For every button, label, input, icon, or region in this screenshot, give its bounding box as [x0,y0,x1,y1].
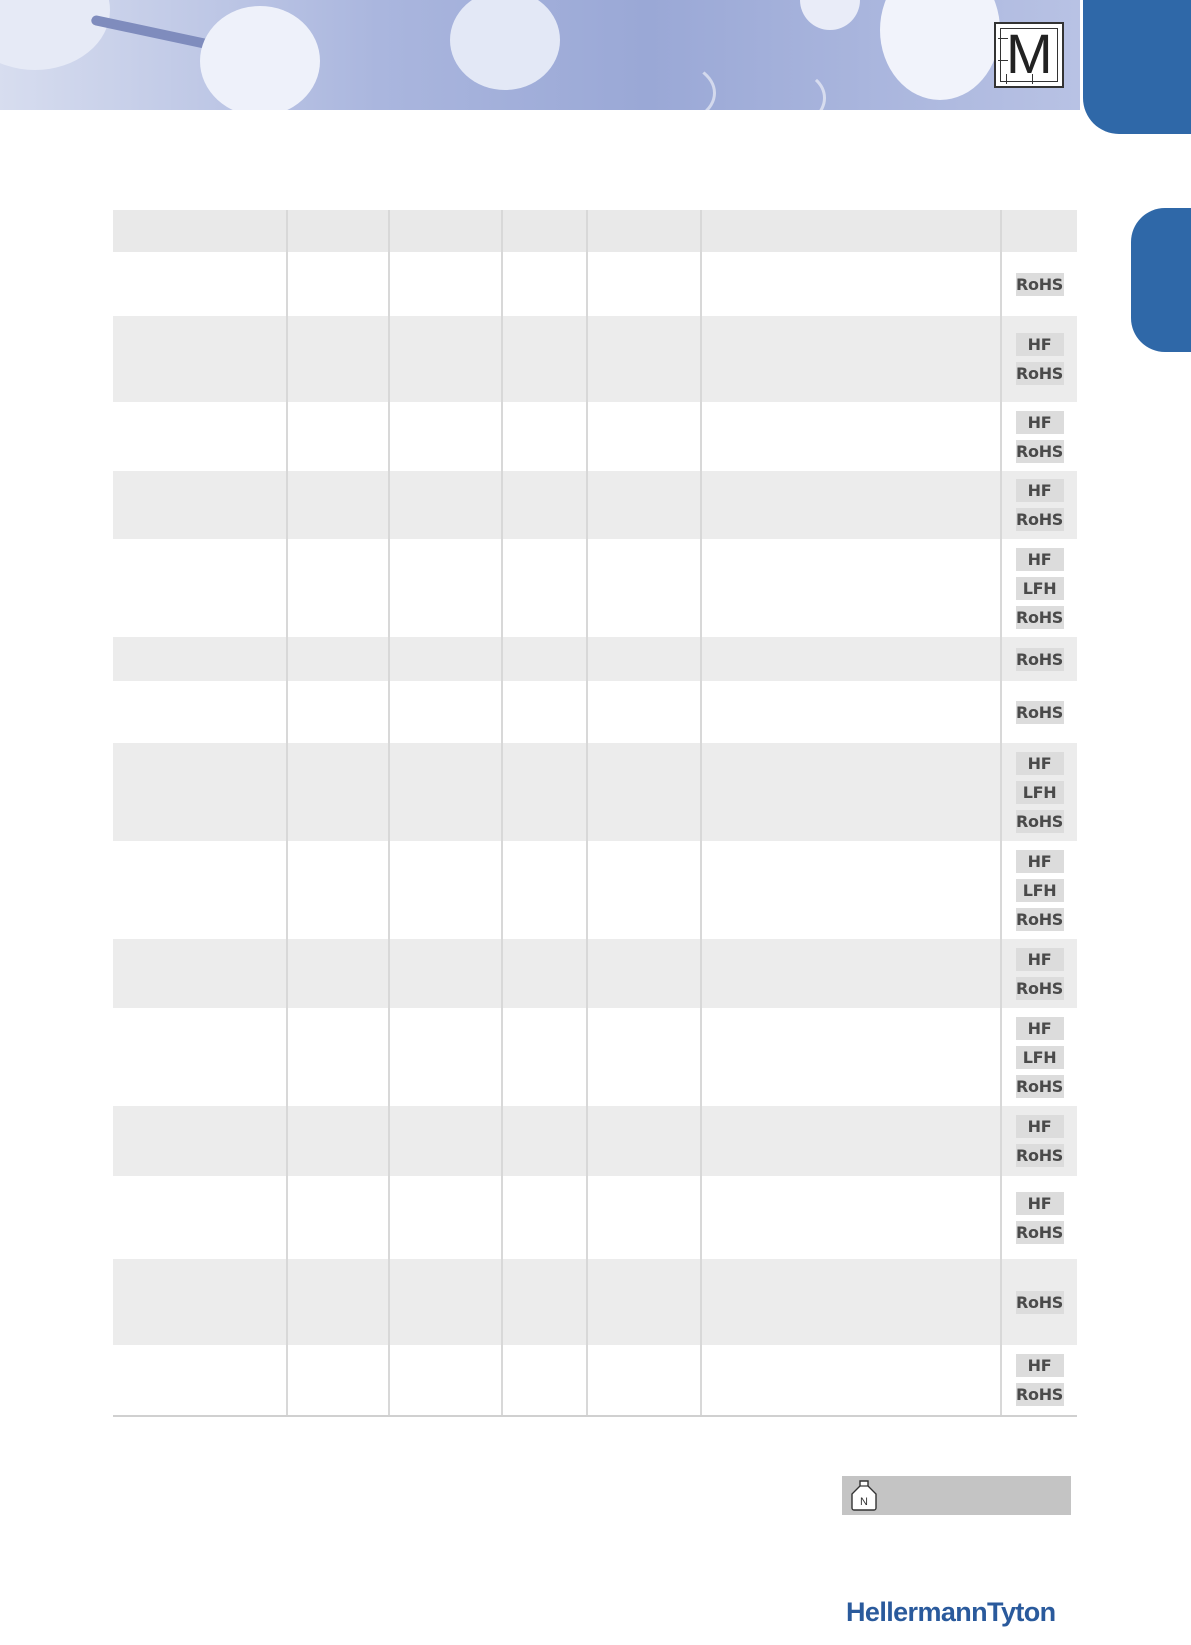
table-cell [390,1106,503,1176]
table-cell [702,539,1002,637]
table-cell [113,939,288,1008]
table-cell [288,1345,390,1415]
table-cell [390,939,503,1008]
table-cell [288,1259,390,1345]
table-cell [702,1176,1002,1259]
compliance-cell [1002,1176,1077,1259]
table-cell [588,1106,702,1176]
table-cell [503,1106,588,1176]
rohs-badge: RoHS [1015,274,1064,294]
table-cell [113,471,288,539]
table-cell [588,939,702,1008]
table-body [113,252,1077,1415]
table-cell [113,1106,288,1176]
table-cell [702,1259,1002,1345]
table-cell [702,1008,1002,1106]
table-row [113,939,1077,1008]
table-row [113,1008,1077,1106]
table-cell [702,841,1002,939]
compliance-cell [1002,841,1077,939]
rohs-badge: RoHS [1015,702,1064,722]
table-cell [503,637,588,681]
hf-badge: HF [1016,479,1064,502]
compliance-cell [1002,1106,1077,1176]
table-cell [390,1345,503,1415]
lfh-badge: LFH [1016,1046,1064,1069]
table-cell [588,841,702,939]
table-cell [588,637,702,681]
banner-sphere [200,6,320,110]
rohs-badge: RoHS [1015,649,1064,669]
table-cell [288,252,390,316]
hf-badge: HF [1016,1192,1064,1215]
table-header-row [113,210,1077,252]
table-cell [390,539,503,637]
table-cell [503,252,588,316]
banner-curve [760,70,826,110]
table-cell [113,316,288,402]
rohs-badge: RoHS [1015,441,1064,461]
table-cell [390,637,503,681]
banner-sphere [800,0,860,30]
table-row [113,841,1077,939]
table-cell [288,939,390,1008]
table-cell [113,743,288,841]
compliance-cell [1002,1259,1077,1345]
table-cell [390,841,503,939]
table-cell [113,539,288,637]
table-cell [702,1345,1002,1415]
compliance-cell [1002,743,1077,841]
banner-sphere [880,0,1000,100]
table-cell [390,316,503,402]
compliance-cell [1002,539,1077,637]
table-cell [702,939,1002,1008]
compliance-cell [1002,1345,1077,1415]
hf-badge: HF [1016,548,1064,571]
table-row [113,637,1077,681]
table-cell [288,471,390,539]
svg-text:N: N [860,1496,868,1508]
compliance-cell [1002,681,1077,743]
table-cell [702,681,1002,743]
header-cell [588,210,702,252]
rohs-badge: RoHS [1015,607,1064,627]
compliance-cell [1002,252,1077,316]
table-cell [288,1106,390,1176]
table-cell [390,681,503,743]
table-bottom-rule [113,1415,1077,1417]
table-cell [503,743,588,841]
rohs-badge: RoHS [1015,1076,1064,1096]
table-cell [390,1259,503,1345]
hf-badge: HF [1016,1017,1064,1040]
table-row [113,316,1077,402]
rohs-badge: RoHS [1015,510,1064,529]
table-cell [288,1008,390,1106]
section-m-logo [994,22,1064,88]
table-cell [390,743,503,841]
table-cell [588,1008,702,1106]
banner-sphere [450,0,560,90]
table-cell [702,471,1002,539]
table-row [113,471,1077,539]
rohs-badge: RoHS [1015,1385,1064,1404]
table-cell [503,841,588,939]
table-cell [503,1008,588,1106]
table-row [113,1106,1077,1176]
header-cell [390,210,503,252]
table-cell [588,1259,702,1345]
table-cell [588,681,702,743]
table-cell [503,939,588,1008]
rohs-badge: RoHS [1015,1146,1064,1165]
brand-logo-text: HellermannTyton [846,1597,1056,1627]
table-cell [288,402,390,471]
rohs-badge: RoHS [1015,364,1064,383]
table-cell [588,539,702,637]
table-cell [390,1008,503,1106]
table-cell [588,402,702,471]
rohs-badge: RoHS [1015,1292,1064,1312]
banner-curve [620,60,716,110]
header-cell [1002,210,1077,252]
section-letter: M [1006,22,1053,85]
table-cell [588,1345,702,1415]
table-cell [503,316,588,402]
table-cell [113,681,288,743]
lfh-badge: LFH [1016,879,1064,902]
rohs-badge: RoHS [1015,978,1064,998]
table-cell [288,743,390,841]
hf-badge: HF [1016,850,1064,873]
product-table [113,210,1077,1417]
table-cell [390,471,503,539]
table-cell [390,402,503,471]
table-row [113,402,1077,471]
table-cell [503,681,588,743]
table-row [113,681,1077,743]
rohs-badge: RoHS [1015,811,1064,831]
table-cell [113,841,288,939]
table-cell [588,316,702,402]
table-row [113,1176,1077,1259]
weight-info-box [842,1476,1071,1515]
header-cell [702,210,1002,252]
compliance-cell [1002,402,1077,471]
header-banner-image [0,0,1080,110]
table-cell [113,1345,288,1415]
table-cell [390,252,503,316]
banner-sphere [0,0,110,70]
table-row [113,743,1077,841]
table-cell [588,471,702,539]
table-row [113,1345,1077,1415]
table-cell [588,1176,702,1259]
compliance-cell [1002,1008,1077,1106]
table-cell [588,252,702,316]
table-cell [390,1176,503,1259]
chapter-tab [1083,0,1191,134]
table-cell [113,1176,288,1259]
banner-rod [90,15,219,52]
table-cell [288,539,390,637]
table-cell [503,539,588,637]
table-row [113,539,1077,637]
table-cell [113,252,288,316]
table-cell [113,637,288,681]
table-cell [288,841,390,939]
hf-badge: HF [1016,1354,1064,1377]
compliance-cell [1002,316,1077,402]
hf-badge: HF [1016,752,1064,775]
table-cell [702,316,1002,402]
table-cell [702,637,1002,681]
table-cell [503,471,588,539]
header-cell [503,210,588,252]
table-cell [288,316,390,402]
table-cell [288,1176,390,1259]
table-cell [288,637,390,681]
table-cell [588,743,702,841]
table-cell [702,1106,1002,1176]
table-cell [503,1345,588,1415]
compliance-cell [1002,471,1077,539]
section-side-tab [1131,208,1191,352]
hf-badge: HF [1016,948,1064,971]
table-cell [503,1259,588,1345]
table-row [113,252,1077,316]
compliance-cell [1002,637,1077,681]
lfh-badge: LFH [1016,781,1064,804]
table-cell [113,402,288,471]
table-cell [288,681,390,743]
weight-icon [850,1479,878,1512]
rohs-badge: RoHS [1015,909,1064,929]
rohs-badge: RoHS [1015,1222,1064,1242]
table-cell [702,743,1002,841]
hf-badge: HF [1016,1115,1064,1138]
hf-badge: HF [1016,411,1064,434]
table-row [113,1259,1077,1345]
lfh-badge: LFH [1016,577,1064,600]
header-cell [113,210,288,252]
header-cell [288,210,390,252]
hf-badge: HF [1016,333,1064,356]
table-cell [113,1259,288,1345]
table-cell [113,1008,288,1106]
table-cell [503,402,588,471]
table-cell [702,252,1002,316]
table-cell [503,1176,588,1259]
compliance-cell [1002,939,1077,1008]
table-cell [702,402,1002,471]
